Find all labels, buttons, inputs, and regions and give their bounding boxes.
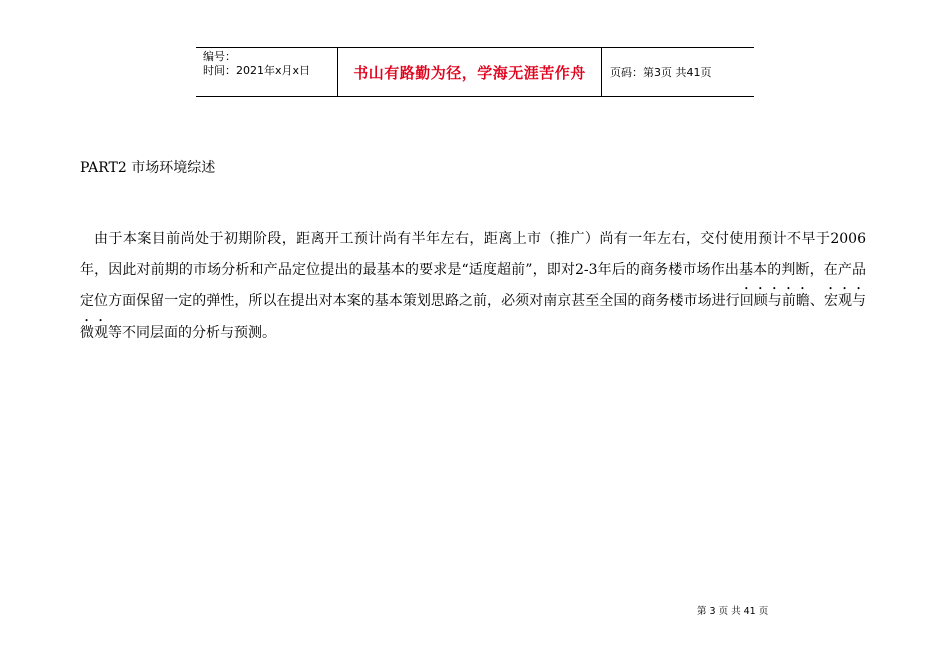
header-info-cell <box>196 48 338 96</box>
paragraph-text-1: 由于本案目前尚处于初期阶段，距离开工预计尚有半年左右，距离上市（推广）尚有一年左右，交付使用预计不早于2006年，因此对前期的市场分析和产品定位提出的最基本的要求是“适度超前”，即对2-3年后的商务楼市场作出基本的判断，在产品定位方面保留一定的弹性，所以在提出对本案的基本策划思路之前，必须对南京甚至全国的商务楼市场进行 <box>80 231 866 309</box>
section-title: PART2 市场环境综述 <box>80 160 216 176</box>
document-date: 时间：2021年x月x日 <box>203 64 311 77</box>
body-paragraph <box>80 224 866 348</box>
document-number-label: 编号： <box>203 50 236 63</box>
page-footer: 第 3 页 共 41 页 <box>697 606 769 617</box>
header-page-info: 页码：第3页 共41页 <box>610 66 712 79</box>
header-motto-cell <box>338 48 602 96</box>
header-page-cell <box>602 48 754 96</box>
paragraph-text-3: 等不同层面的分析与预测。 <box>108 324 276 341</box>
document-header <box>196 47 754 97</box>
paragraph-text-2: 、 <box>809 293 824 309</box>
emphasized-phrase-1: 回顾与前瞻 <box>739 293 810 309</box>
emphasized-phrase-2: 宏观与微观 <box>80 293 867 341</box>
header-motto: 书山有路勤为径，学海无涯苦作舟 <box>353 63 586 82</box>
